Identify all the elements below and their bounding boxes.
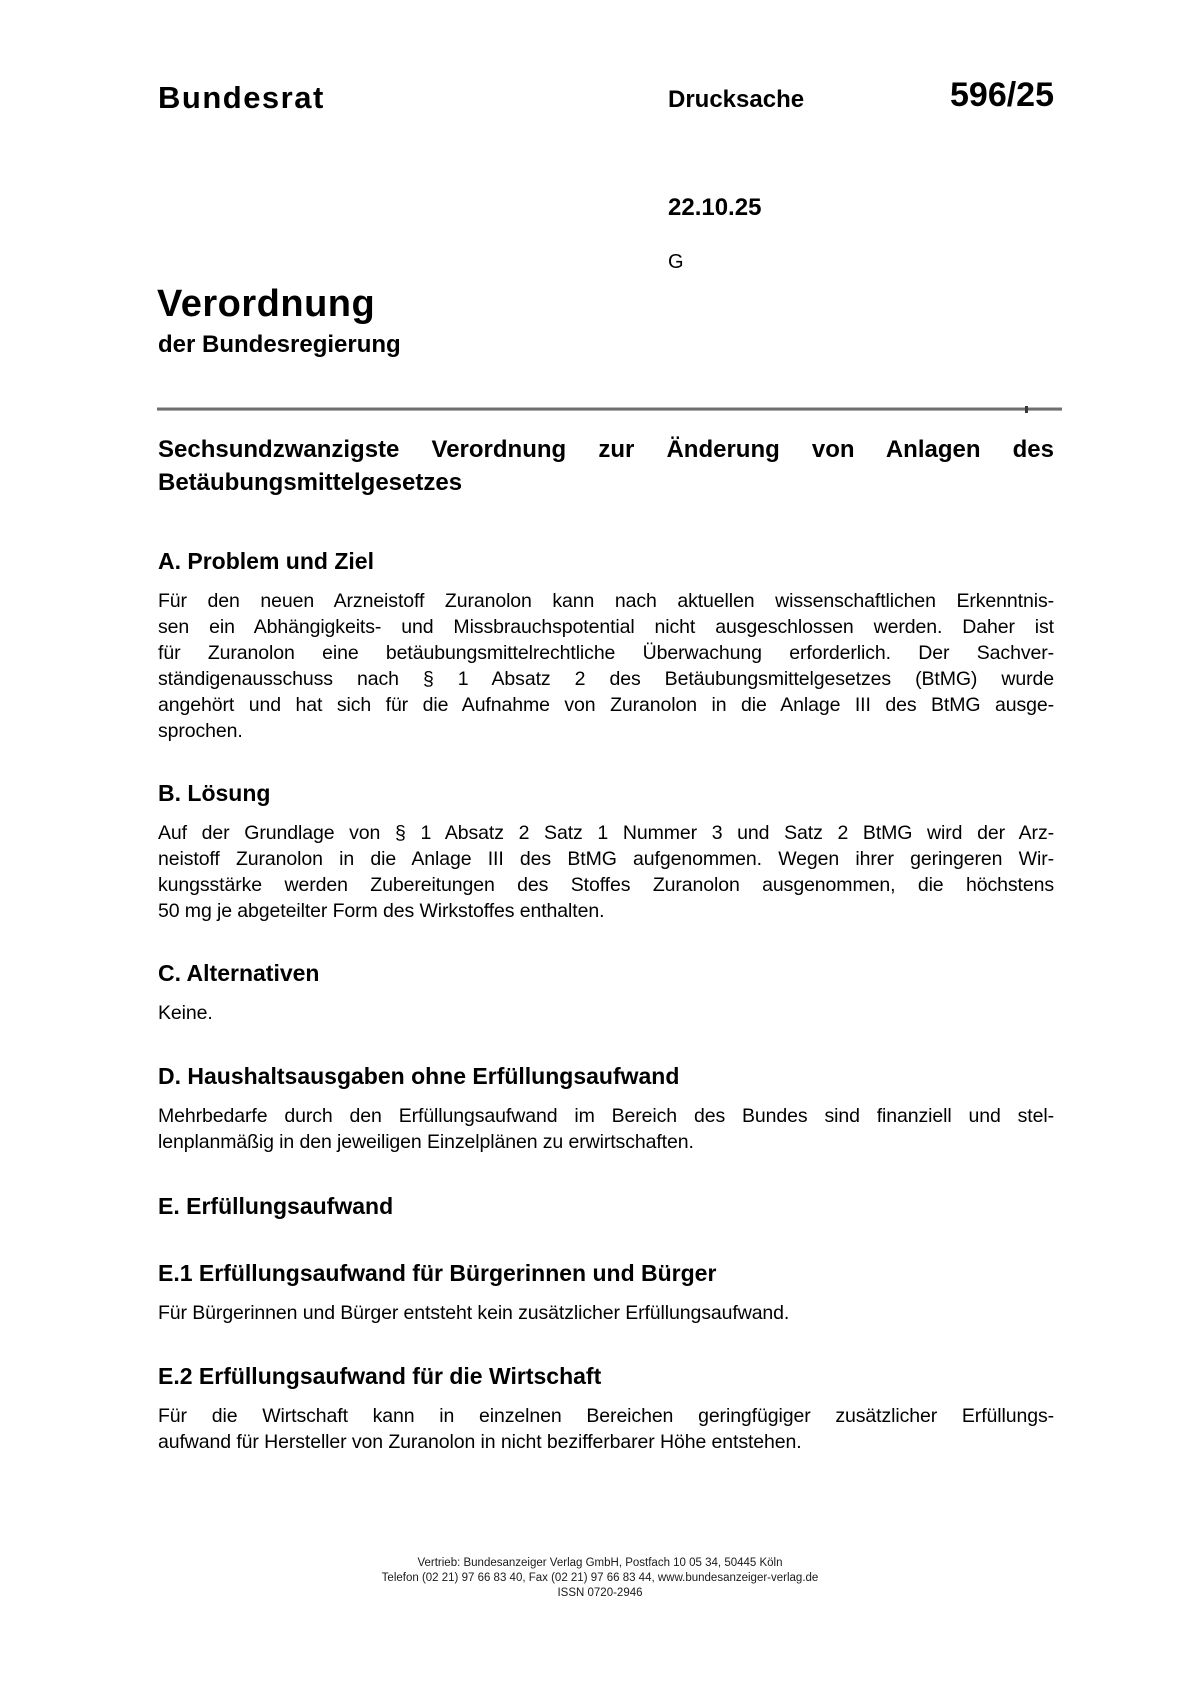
section-d-paragraph: Mehrbedarfe durch den Erfüllungsaufwand im Bereich des Bundes sind finanziell und stel- lenplanmäßig in den jeweiligen Einzelplänen zu erwirtschaften. <box>158 1105 1054 1153</box>
document-title: Sechsundzwanzigste Verordnung zur Änderung von Anlagen des Betäubungsmittelgesetzes <box>158 436 1054 496</box>
masthead-document-kind: Verordnung <box>157 283 376 325</box>
section-d-heading: D. Haushaltsausgaben ohne Erfüllungsaufwand <box>158 1063 680 1089</box>
header-separator-rule <box>157 407 1062 411</box>
section-a-heading: A. Problem und Ziel <box>158 548 374 574</box>
header-classification-letter: G <box>668 251 684 273</box>
section-e1-heading: E.1 Erfüllungsaufwand für Bürgerinnen und Bürger <box>158 1260 717 1286</box>
section-e2-heading: E.2 Erfüllungsaufwand für die Wirtschaft <box>158 1363 602 1389</box>
section-a-paragraph: Für den neuen Arzneistoff Zuranolon kann nach aktuellen wissenschaftlichen Erkenntnis- sen ein Abhängigkeits- und Missbrauchspotential nicht ausgeschlossen werden. Daher ist für Zuranolon eine betäubungsmittelrechtliche Überwachung erforderlich. Der Sachver- ständigenausschuss nach § 1 Absatz 2 des Betäubungsmittelgesetzes (BtMG) wurde angehört und hat sich für die Aufnahme von Zuranolon in die Anlage III des BtMG ausge- sprochen. <box>158 590 1054 742</box>
section-c-heading: C. Alternativen <box>158 960 320 986</box>
footer-imprint: Vertrieb: Bundesanzeiger Verlag GmbH, Postfach 10 05 34, 50445 Köln Telefon (02 21) 97 66 83 40, Fax (02 21) 97 66 83 44, www.bundesanzeiger-verlag.de ISSN 0720-2946 <box>381 1557 819 1599</box>
section-b-heading: B. Lösung <box>158 780 271 806</box>
section-e-heading: E. Erfüllungsaufwand <box>158 1193 394 1219</box>
section-e1-paragraph: Für Bürgerinnen und Bürger entsteht kein zusätzlicher Erfüllungsaufwand. <box>158 1302 790 1324</box>
header-doc-type-label: Drucksache <box>668 86 805 113</box>
masthead-issuer: der Bundesregierung <box>158 331 401 358</box>
section-e2-paragraph: Für die Wirtschaft kann in einzelnen Bereichen geringfügiger zusätzlicher Erfüllungs- aufwand für Hersteller von Zuranolon in nicht bezifferbarer Höhe entstehen. <box>158 1405 1054 1453</box>
section-c-paragraph: Keine. <box>158 1002 213 1024</box>
header-date: 22.10.25 <box>668 194 762 221</box>
section-b-paragraph: Auf der Grundlage von § 1 Absatz 2 Satz 1 Nummer 3 und Satz 2 BtMG wird der Arz- neistoff Zuranolon in die Anlage III des BtMG aufgenommen. Wegen ihrer geringeren Wir- kungsstärke werden Zubereitungen des Stoffes Zuranolon ausgenommen, die höchstens 50 mg je abgeteilter Form des Wirkstoffes enthalten. <box>158 822 1054 922</box>
header-doc-number: 596/25 <box>950 76 1054 114</box>
header-institution: Bundesrat <box>158 80 325 115</box>
scan-artifact-dot <box>1025 406 1028 413</box>
